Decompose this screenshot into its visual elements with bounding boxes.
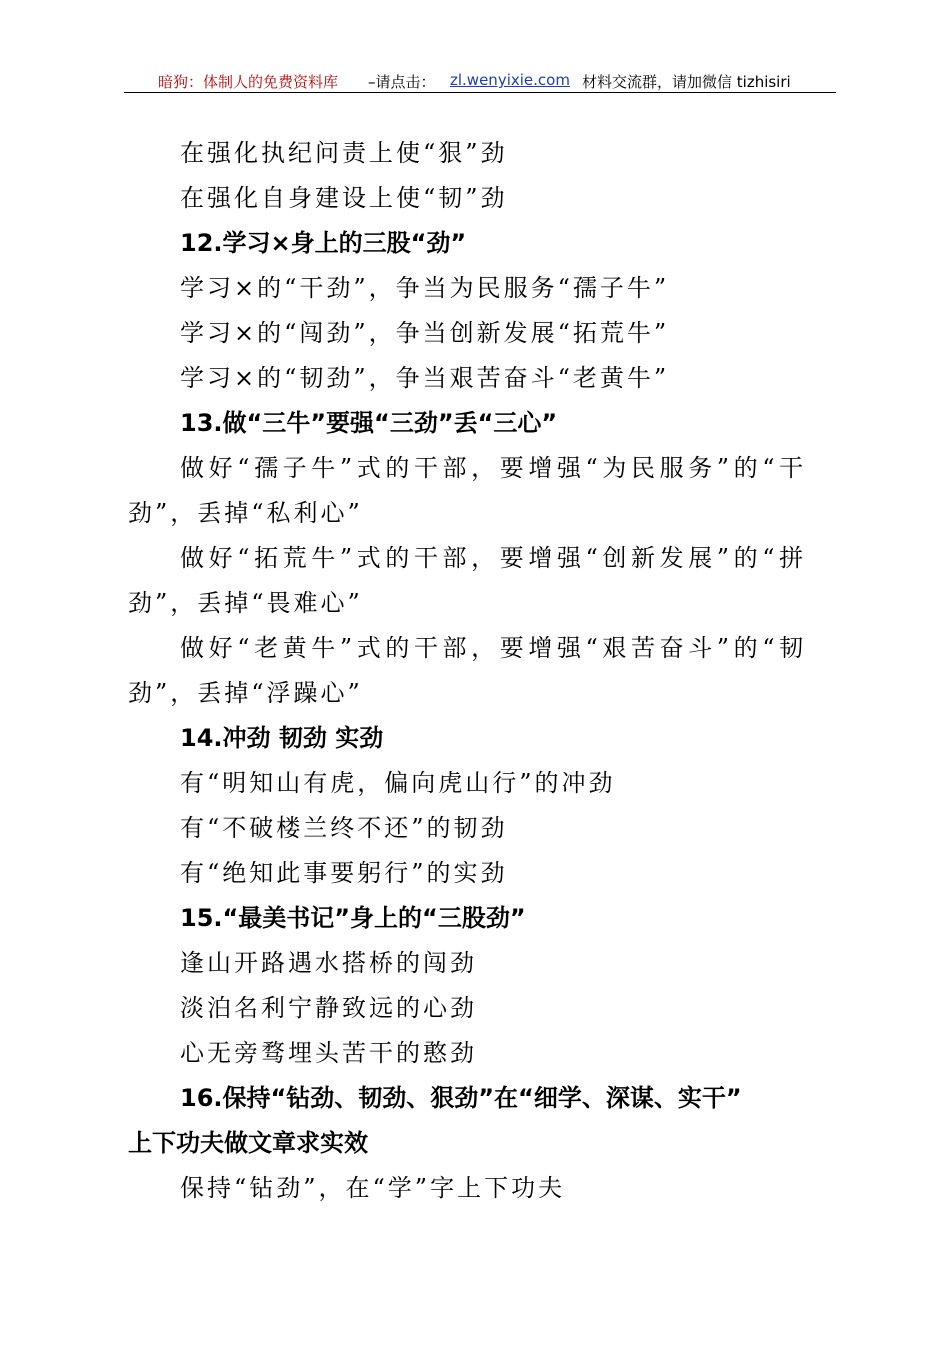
body-line: 心无旁骛埋头苦干的憨劲 xyxy=(180,1039,477,1067)
body-line: 有“不破楼兰终不还”的韧劲 xyxy=(180,814,508,842)
page-header xyxy=(124,66,836,93)
section-heading: 15.“最美书记”身上的“三股劲” xyxy=(180,904,526,932)
section-heading: 16.保持“钻劲、韧劲、狠劲”在“细学、深谋、实干” xyxy=(180,1084,742,1112)
body-line: 做好“拓荒牛”式的干部，要增强“创新发展”的“拼 xyxy=(180,544,808,572)
body-line: 在强化执纪问责上使“狠”劲 xyxy=(180,139,508,167)
body-line: 做好“孺子牛”式的干部，要增强“为民服务”的“干 xyxy=(180,454,808,482)
body-line: 保持“钻劲”，在“学”字上下功夫 xyxy=(180,1174,566,1202)
body-line: 学习×的“闯劲”，争当创新发展“拓荒牛” xyxy=(180,319,670,347)
body-line: 在强化自身建设上使“韧”劲 xyxy=(180,184,508,212)
body-line: 学习×的“韧劲”，争当艰苦奋斗“老黄牛” xyxy=(180,364,670,392)
body-line: 做好“老黄牛”式的干部，要增强“艰苦奋斗”的“韧 xyxy=(180,634,808,662)
header-brand: 暗狗：体制人的免费资料库 xyxy=(158,73,339,91)
header-wechat: 材料交流群，请加微信 tizhisiri xyxy=(582,73,791,91)
body-line: 有“明知山有虎，偏向虎山行”的冲劲 xyxy=(180,769,616,797)
section-heading: 13.做“三牛”要强“三劲”丢“三心” xyxy=(180,409,558,437)
section-heading: 14.冲劲 韧劲 实劲 xyxy=(180,724,384,752)
body-line: 劲”，丢掉“畏难心” xyxy=(128,589,363,617)
body-line: 有“绝知此事要躬行”的实劲 xyxy=(180,859,508,887)
body-line: 淡泊名利宁静致远的心劲 xyxy=(180,994,477,1022)
section-heading: 12.学习×身上的三股“劲” xyxy=(180,229,467,257)
body-line: 劲”，丢掉“浮躁心” xyxy=(128,679,363,707)
header-link[interactable]: zl.wenyixie.com xyxy=(450,71,570,89)
body-line: 逢山开路遇水搭桥的闯劲 xyxy=(180,949,477,977)
body-line: 劲”，丢掉“私利心” xyxy=(128,499,363,527)
header-click-prompt: –请点击： xyxy=(368,73,436,91)
section-heading: 上下功夫做文章求实效 xyxy=(128,1129,368,1157)
body-line: 学习×的“干劲”，争当为民服务“孺子牛” xyxy=(180,274,670,302)
